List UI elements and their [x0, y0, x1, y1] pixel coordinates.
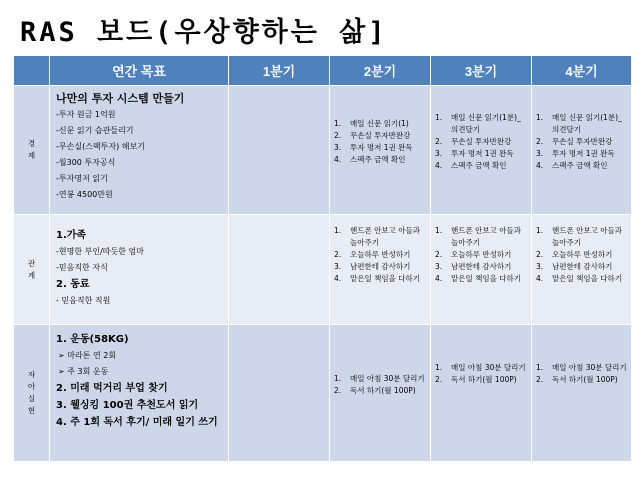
- header-annual-goal: 연간 목표: [50, 56, 229, 86]
- q2-relationship: [330, 215, 431, 325]
- goal-section-head: 1.가족: [56, 230, 87, 241]
- list-item: 4. 맡은일 책임을 다하기: [334, 274, 420, 283]
- q3-relationship: [431, 215, 532, 325]
- list-item: 1. 매일 아침 30분 달리기: [435, 363, 526, 372]
- list-item: 3. 남편한테 감사하기: [536, 262, 613, 271]
- header-q2: 2분기: [330, 56, 431, 86]
- list-item: 2. 오늘하루 반성하기: [435, 250, 512, 259]
- goal-item: 4. 주 1회 독서 후기/ 미래 일기 쓰기: [56, 417, 218, 428]
- list-item: 1. 매일 신문 읽기(1분)_의견달기: [435, 113, 521, 134]
- q1-self-actualization: [229, 325, 330, 462]
- list-item: 2. 오늘하루 반성하기: [536, 250, 613, 259]
- header-corner: [14, 56, 50, 86]
- list-item: 3. 남편한테 감사하기: [435, 262, 512, 271]
- row-economy: [14, 86, 632, 215]
- goal-line: - 믿음직한 직원: [56, 296, 111, 305]
- header-q3: 3분기: [431, 56, 532, 86]
- list-item: 3. 투자 명저 1권 완독: [435, 149, 514, 158]
- page-title: RAS 보드(우상향하는 삶]: [20, 17, 388, 48]
- goal-line: -투자 원금 1억원: [56, 110, 116, 119]
- row-relationship: [14, 215, 632, 325]
- list-item: 2. 독서 하기(월 100P): [334, 386, 416, 395]
- list-item: 1. 핸드폰 안보고 아들과 놀아주기: [334, 226, 420, 247]
- list-item: 4. 맡은일 책임을 다하기: [435, 274, 521, 283]
- q4-relationship: [532, 215, 632, 325]
- goal-item: 2. 미래 먹거리 부업 찾기: [56, 383, 168, 394]
- goal-line: -투자명저 읽기: [56, 174, 108, 183]
- list-item: 3. 남편한테 감사하기: [334, 262, 411, 271]
- list-item: 2. 무손실 투자반완강: [536, 137, 613, 146]
- list-item: 2. 무손실 투자반완강: [334, 131, 411, 140]
- q4-economy: [532, 86, 632, 215]
- header-q1: 1분기: [229, 56, 330, 86]
- ras-board-table: [13, 55, 632, 462]
- goal-line: -현명한 부인/따듯한 엄마: [56, 247, 144, 256]
- goal-line: -월300 투자공식: [56, 158, 116, 167]
- goal-relationship: [50, 215, 229, 325]
- goal-title: 나만의 투자 시스템 만들기: [56, 92, 185, 105]
- list-item: 4. 맡은일 책임을 다하기: [536, 274, 622, 283]
- category-self-actualization: 자 아 실 현: [14, 325, 50, 462]
- q3-self-actualization: [431, 325, 532, 462]
- goal-line: -무손실(스팩투자) 해보기: [56, 142, 145, 151]
- goal-line: -믿음직한 자식: [56, 263, 108, 272]
- q2-self-actualization: [330, 325, 431, 462]
- list-item: 1. 핸드폰 안보고 아들과 놀아주기: [435, 226, 521, 247]
- goal-line: -연봉 4500만원: [56, 190, 113, 199]
- q1-economy: [229, 86, 330, 215]
- list-item: 4. 스팩주 금액 확인: [536, 161, 608, 170]
- list-item: 1. 핸드폰 안보고 아들과 놀아주기: [536, 226, 622, 247]
- goal-line: -신문 읽기 습관들리기: [56, 126, 134, 135]
- list-item: 3. 투자 명저 1권 완독: [536, 149, 615, 158]
- header-row: [14, 56, 632, 86]
- goal-subline: ➢ 주 3회 운동: [58, 367, 109, 376]
- q2-economy: [330, 86, 431, 215]
- goal-economy: [50, 86, 229, 215]
- list-item: 4. 스팩주 금액 확인: [334, 155, 406, 164]
- list-item: 1. 매일 신문 읽기(1): [334, 119, 409, 128]
- list-item: 3. 투자 명저 1권 완독: [334, 143, 413, 152]
- goal-section-head: 2. 동료: [56, 279, 90, 290]
- list-item: 1. 매일 아침 30분 달리기: [334, 374, 425, 383]
- goal-self-actualization: [50, 325, 229, 462]
- goal-item: 3. 웰싱킹 100권 추천도서 읽기: [56, 400, 199, 411]
- header-q4: 4분기: [532, 56, 632, 86]
- q4-self-actualization: [532, 325, 632, 462]
- q3-economy: [431, 86, 532, 215]
- list-item: 2. 무손실 투자반완강: [435, 137, 512, 146]
- list-item: 1. 매일 신문 읽기(1분)_의견달기: [536, 113, 622, 134]
- goal-section-head: 1. 운동(58KG): [56, 334, 129, 345]
- list-item: 2. 독서 하기(월 100P): [435, 375, 517, 384]
- list-item: 4. 스팩주 금액 확인: [435, 161, 507, 170]
- list-item: 1. 매일 아침 30분 달리기: [536, 363, 627, 372]
- q1-relationship: [229, 215, 330, 325]
- list-item: 2. 오늘하루 반성하기: [334, 250, 411, 259]
- category-relationship: 관 계: [14, 215, 50, 325]
- category-economy: 경 제: [14, 86, 50, 215]
- row-self-actualization: [14, 325, 632, 462]
- list-item: 2. 독서 하기(월 100P): [536, 375, 618, 384]
- goal-subline: ➢ 마라톤 연 2회: [58, 351, 117, 360]
